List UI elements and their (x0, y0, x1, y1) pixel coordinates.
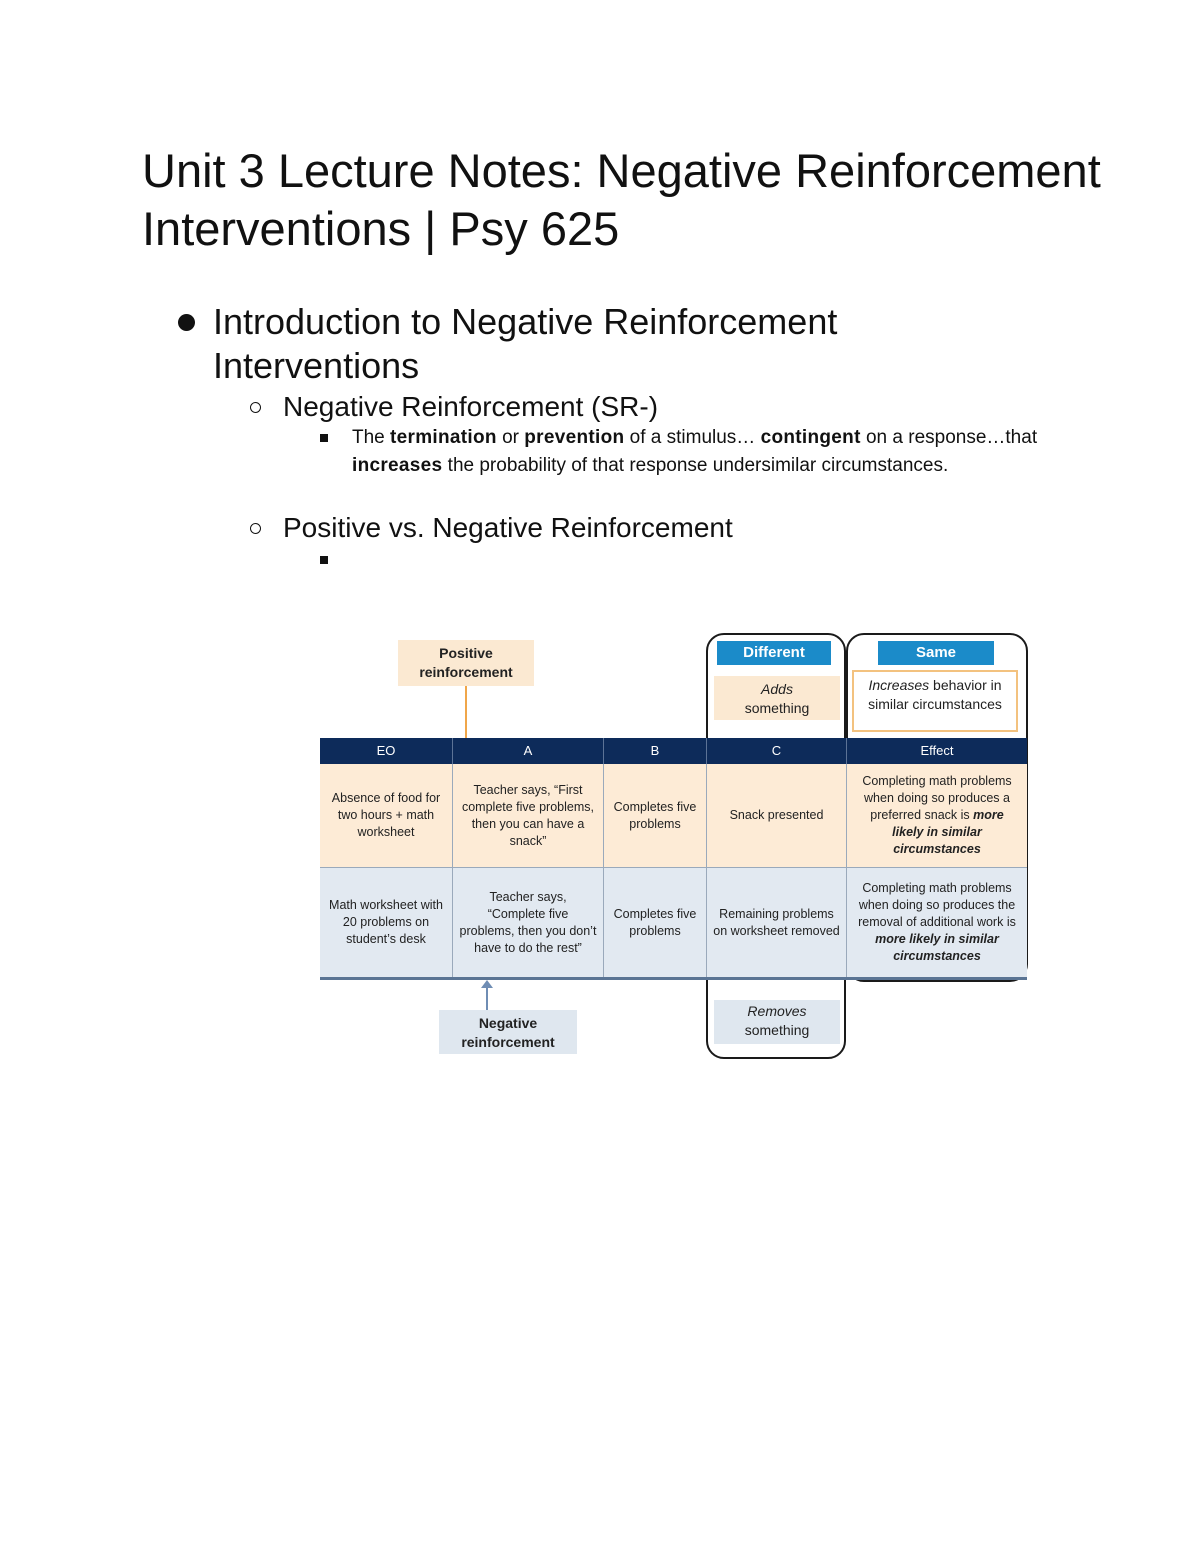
column-header-eo: EO (320, 738, 453, 764)
cell-eo: Math worksheet with 20 problems on student’s desk (320, 868, 453, 977)
table-row-negative (320, 868, 1027, 980)
same-tag: Same (878, 641, 994, 665)
different-tag: Different (717, 641, 831, 665)
hollow-bullet-icon (250, 523, 261, 534)
cell-c: Remaining problems on worksheet removed (707, 868, 847, 977)
positive-reinforcement-callout (398, 640, 534, 686)
table-row-positive (320, 764, 1027, 868)
subsection-heading: Positive vs. Negative Reinforcement (283, 512, 733, 543)
page-title: Unit 3 Lecture Notes: Negative Reinforcement Interventions | Psy 625 (142, 144, 1101, 255)
cell-b: Completes five problems (604, 764, 707, 867)
removes-something-note: Removes something (714, 1000, 840, 1044)
square-bullet-icon (320, 556, 328, 564)
column-header-a: A (453, 738, 604, 764)
callout-label: Negative reinforcement (461, 1015, 555, 1050)
reinforcement-comparison-diagram (320, 630, 1030, 1060)
increases-behavior-note: Increases behavior in similar circumstances (852, 670, 1018, 732)
blue-arrow-line (486, 987, 488, 1010)
table-header-row (320, 738, 1027, 764)
cell-b: Completes five problems (604, 868, 707, 977)
section-heading: Introduction to Negative Reinforcement Interventions (213, 301, 838, 386)
subsection-heading: Negative Reinforcement (SR-) (283, 391, 659, 422)
cell-a: Teacher says, “Complete five problems, then you don’t have to do the rest” (453, 868, 604, 977)
adds-something-note: Adds something (714, 676, 840, 720)
column-header-effect: Effect (920, 743, 954, 758)
cell-eo: Absence of food for two hours + math worksheet (320, 764, 453, 867)
cell-effect: Completing math problems when doing so produces a preferred snack is more likely in similar circumstances (862, 774, 1012, 856)
column-header-b: B (604, 738, 707, 764)
filled-bullet-icon (178, 314, 195, 331)
callout-label: Positive reinforcement (419, 645, 513, 680)
definition-text: The termination or prevention of a stimulus… contingent on a response…that increases the probability of that response undersimilar circumstances. (352, 427, 1038, 476)
cell-c: Snack presented (707, 764, 847, 867)
cell-effect: Completing math problems when doing so produces the removal of additional work is more likely in similar circumstances (858, 881, 1016, 963)
cell-a: Teacher says, “First complete five problems, then you can have a snack” (453, 764, 604, 867)
hollow-bullet-icon (250, 402, 261, 413)
column-header-c: C (707, 738, 847, 764)
square-bullet-icon (320, 434, 328, 442)
negative-reinforcement-callout (439, 1010, 577, 1054)
